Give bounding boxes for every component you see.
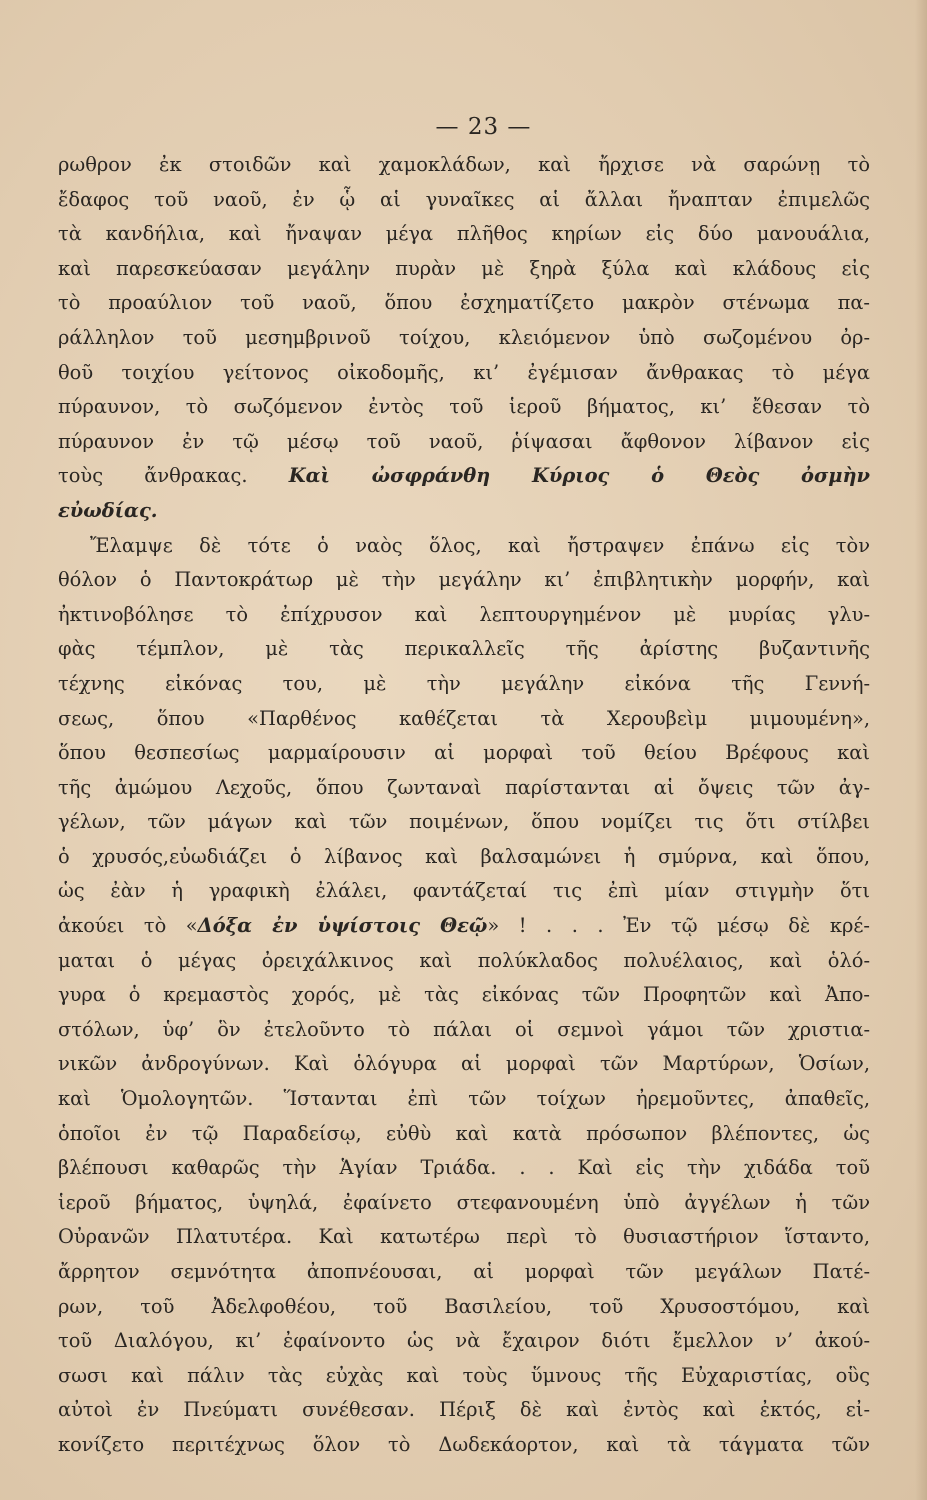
text-segment: τοῦ Διαλόγου, κι’ ἐφαίνοντο ὡς νὰ ἔχαιρον διότι ἔμελλον ν’ ἀκού- <box>58 1329 870 1353</box>
page-number: — 23 — <box>435 114 532 140</box>
text-line <box>58 1082 870 1117</box>
text-segment: πύραυνον, τὸ σωζόμενον ἐντὸς τοῦ ἱεροῦ βήματος, κι’ ἔθεσαν τὸ <box>58 395 870 419</box>
text-line <box>58 529 870 564</box>
text-line <box>58 598 870 633</box>
text-segment: τέχνης εἰκόνας του, μὲ τὴν μεγάλην εἰκόνα τῆς Γεννή- <box>58 671 870 695</box>
text-segment: τοὺς ἄνθρακας. <box>58 464 289 488</box>
text-line <box>58 1393 870 1428</box>
text-line <box>58 217 870 252</box>
text-segment: θόλον ὁ Παντοκράτωρ μὲ τὴν μεγάλην κι’ ἐπιβλητικὴν μορφήν, καὶ <box>58 568 870 592</box>
text-line <box>58 494 870 529</box>
text-segment: Ἔλαμψε δὲ τότε ὁ ναὸς ὅλος, καὶ ἤστραψεν ἐπάνω εἰς τὸν <box>90 533 870 557</box>
text-line <box>58 286 870 321</box>
text-line <box>58 356 870 391</box>
text-segment: ἔδαφος τοῦ ναοῦ, ἐν ᾧ αἱ γυναῖκες αἱ ἄλλαι ἤναπταν ἐπιμελῶς <box>58 187 870 211</box>
text-line <box>58 183 870 218</box>
text-segment: σεως, ὅπου «Παρθένος καθέζεται τὰ Χερουβεὶμ μιμουμένη», <box>58 706 870 730</box>
text-segment: Οὐρανῶν Πλατυτέρα. Καὶ κατωτέρω περὶ τὸ θυσιαστήριον ἵσταντο, <box>58 1225 870 1249</box>
text-segment: ρωθρον ἐκ στοιδῶν καὶ χαμοκλάδων, καὶ ἤρχισε νὰ σαρώνῃ τὸ <box>58 153 870 176</box>
text-line <box>58 771 870 806</box>
text-line <box>58 390 870 425</box>
text-line <box>58 1047 870 1082</box>
text-line <box>58 667 870 702</box>
text-line <box>58 1117 870 1152</box>
text-segment: καὶ Ὁμολογητῶν. Ἵστανται ἐπὶ τῶν τοίχων ἠρεμοῦντες, ἀπαθεῖς, <box>58 1087 870 1111</box>
text-segment: τῆς ἀμώμου Λεχοῦς, ὅπου ζωνταναὶ παρίστανται αἱ ὄψεις τῶν ἀγ- <box>58 775 870 799</box>
text-segment: ὡς ἐὰν ἡ γραφικὴ ἐλάλει, φαντάζεταί τις ἐπὶ μίαν στιγμὴν ὅτι <box>58 879 870 903</box>
emphasized-text: Δόξα ἐν ὑψίστοις Θεῷ <box>197 914 488 938</box>
text-line <box>58 425 870 460</box>
text-line <box>58 632 870 667</box>
text-segment: αὐτοὶ ἐν Πνεύματι συνέθεσαν. Πέριξ δὲ καὶ ἐντὸς καὶ ἐκτός, εἰ- <box>58 1398 870 1422</box>
text-line <box>58 909 870 944</box>
text-segment: πύραυνον ἐν τῷ μέσῳ τοῦ ναοῦ, ῥίψασαι ἄφθονον λίβανον εἰς <box>58 429 870 453</box>
text-segment: θοῦ τοιχίου γείτονος οἰκοδομῆς, κι’ ἐγέμισαν ἄνθρακας τὸ μέγα <box>58 360 870 384</box>
text-line <box>58 978 870 1013</box>
text-segment: ἄρρητον σεμνότητα ἀποπνέουσαι, αἱ μορφαὶ τῶν μεγάλων Πατέ- <box>58 1260 870 1283</box>
text-line <box>58 736 870 771</box>
text-line <box>58 944 870 979</box>
text-line <box>58 252 870 287</box>
text-segment: τὰ κανδήλια, καὶ ἤναψαν μέγα πλῆθος κηρίων εἰς δύο μανουάλια, <box>58 222 870 246</box>
text-segment: ὅπου θεσπεσίως μαρμαίρουσιν αἱ μορφαὶ τοῦ θείου Βρέφους καὶ <box>58 741 870 765</box>
text-segment: γέλων, τῶν μάγων καὶ τῶν ποιμένων, ὅπου νομίζει τις ὅτι στίλβει <box>58 810 870 834</box>
text-segment: τὸ προαύλιον τοῦ ναοῦ, ὅπου ἐσχηματίζετο μακρὸν στένωμα πα- <box>58 291 870 315</box>
text-segment: νικῶν ἀνδρογύνων. Καὶ ὁλόγυρα αἱ μορφαὶ τῶν Μαρτύρων, Ὁσίων, <box>58 1052 870 1076</box>
text-segment: ἀκούει τὸ « <box>58 914 198 938</box>
text-segment: ἠκτινοβόλησε τὸ ἐπίχρυσον καὶ λεπτουργημένον μὲ μυρίας γλυ- <box>58 602 870 626</box>
text-line <box>58 1013 870 1048</box>
text-line <box>58 1255 870 1290</box>
text-segment: ὁποῖοι ἐν τῷ Παραδείσῳ, εὐθὺ καὶ κατὰ πρόσωπον βλέποντες, ὡς <box>58 1121 870 1145</box>
text-segment: ὁ χρυσός,εὐωδιάζει ὁ λίβανος καὶ βαλσαμώνει ἡ σμύρνα, καὶ ὅπου, <box>58 844 870 868</box>
text-segment: ἱεροῦ βήματος, ὑψηλά, ἐφαίνετο στεφανουμένη ὑπὸ ἀγγέλων ἡ τῶν <box>58 1190 870 1214</box>
text-line <box>58 1359 870 1394</box>
text-segment: φὰς τέμπλον, μὲ τὰς περικαλλεῖς τῆς ἀρίστης βυζαντινῆς <box>58 637 870 661</box>
body-text <box>58 148 870 1463</box>
text-segment: μαται ὁ μέγας ὀρειχάλκινος καὶ πολύκλαδος πολυέλαιος, καὶ ὁλό- <box>58 948 870 972</box>
text-segment: » ! . . . Ἐν τῷ μέσῳ δὲ κρέ- <box>487 914 870 938</box>
text-line <box>58 1428 870 1463</box>
text-line <box>58 1324 870 1359</box>
text-line <box>58 840 870 875</box>
text-line <box>58 1151 870 1186</box>
text-line <box>58 148 870 183</box>
text-line <box>58 1220 870 1255</box>
text-segment: κονίζετο περιτέχνως ὅλον τὸ Δωδεκάορτον, καὶ τὰ τάγματα τῶν <box>58 1432 870 1456</box>
text-segment: καὶ παρεσκεύασαν μεγάλην πυρὰν μὲ ξηρὰ ξύλα καὶ κλάδους εἰς <box>58 256 870 280</box>
text-line <box>58 321 870 356</box>
text-line <box>58 563 870 598</box>
text-line <box>58 805 870 840</box>
text-line <box>58 459 870 494</box>
text-segment: γυρα ὁ κρεμαστὸς χορός, μὲ τὰς εἰκόνας τῶν Προφητῶν καὶ Ἀπο- <box>58 983 870 1007</box>
emphasized-text: εὐωδίας. <box>58 498 158 522</box>
text-line <box>58 1290 870 1325</box>
emphasized-text: Καὶ ὠσφράνθη Κύριος ὁ Θεὸς ὀσμὴν <box>288 464 870 488</box>
text-line <box>58 702 870 737</box>
text-segment: ράλληλον τοῦ μεσημβρινοῦ τοίχου, κλειόμενον ὑπὸ σωζομένου ὀρ- <box>58 325 870 349</box>
text-segment: στόλων, ὑφ’ ὃν ἐτελοῦντο τὸ πάλαι οἱ σεμνοὶ γάμοι τῶν χριστια- <box>58 1017 870 1041</box>
text-line <box>58 1186 870 1221</box>
page-edge-shadow <box>915 0 927 1500</box>
text-segment: σωσι καὶ πάλιν τὰς εὐχὰς καὶ τοὺς ὕμνους τῆς Εὐχαριστίας, οὓς <box>58 1363 870 1387</box>
text-segment: βλέπουσι καθαρῶς τὴν Ἁγίαν Τριάδα. . . Καὶ εἰς τὴν χιδάδα τοῦ <box>58 1156 870 1180</box>
text-line <box>58 874 870 909</box>
text-segment: ρων, τοῦ Ἀδελφοθέου, τοῦ Βασιλείου, τοῦ Χρυσοστόμου, καὶ <box>58 1294 870 1318</box>
